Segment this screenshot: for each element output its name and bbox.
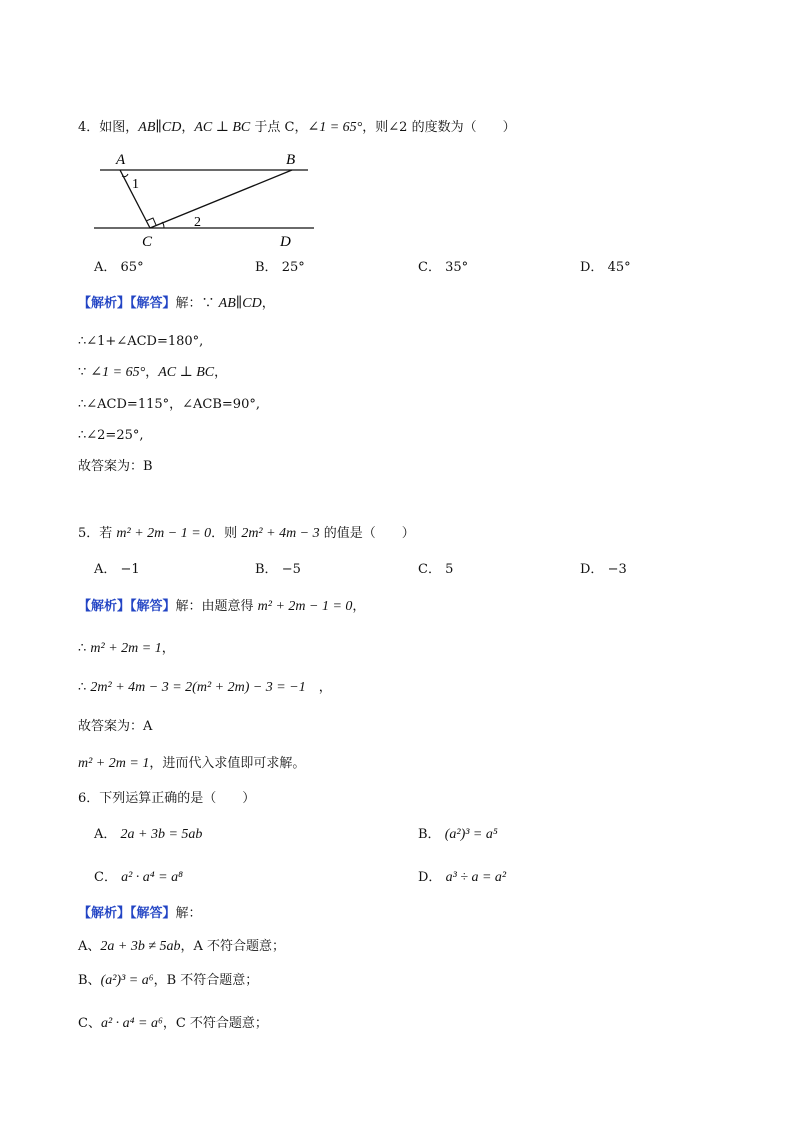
q4-geometry-figure (88, 148, 320, 250)
q4-cond-perp: AC ⊥ BC (194, 120, 251, 135)
q4-solution-step-1: ∴∠1+∠ACD=180°, (78, 334, 204, 349)
label-angle-1: 1 (132, 177, 139, 192)
q4-stem-text: 4．如图， (78, 120, 139, 135)
q6-solution-b: B、(a²)³ = a⁶，B 不符合题意； (78, 973, 259, 988)
q4-solution-step-2: ∵ ∠1 = 65°，AC ⊥ BC， (78, 365, 228, 380)
q4-cond-parallel: AB∥CD (138, 120, 182, 135)
q5-option-c: C． 5 (418, 562, 454, 577)
analysis-tag: 【解析】【解答】 (78, 906, 176, 921)
q5-stem: 5．若 m² + 2m − 1 = 0．则 2m² + 4m − 3 的值是（ ） (78, 526, 415, 541)
q4-text3: ，则∠2 的度数为（ ） (362, 120, 516, 135)
q4-stem (78, 119, 516, 137)
q5-answer: 故答案为：A (78, 719, 153, 734)
q5-note: m² + 2m = 1，进而代入求值即可求解。 (78, 756, 306, 771)
q6-solution-intro: 【解析】【解答】解： (78, 906, 202, 921)
q6-option-b: B． (a²)³ = a⁵ (418, 827, 498, 842)
q4-solution-step-3: ∴∠ACD=115°，∠ACB=90°, (78, 397, 260, 412)
q5-solution-intro: 【解析】【解答】解：由题意得 m² + 2m − 1 = 0， (78, 599, 366, 614)
q6-option-a: A． 2a + 3b = 5ab (94, 827, 203, 842)
q4-solution-intro: 【解析】【解答】解：∵ AB∥CD， (78, 296, 275, 311)
q5-option-b: B． −5 (255, 562, 301, 577)
q5-option-a: A． −1 (94, 562, 140, 577)
q6-stem: 6．下列运算正确的是（ ） (78, 791, 256, 806)
segment-cb (150, 170, 292, 228)
q4-sep: ， (181, 120, 195, 135)
label-d: D (280, 234, 291, 250)
q4-option-d: D． 45° (580, 260, 631, 275)
analysis-tag: 【解析】【解答】 (78, 599, 176, 614)
q4-option-b: B． 25° (255, 260, 305, 275)
label-a: A (116, 152, 126, 168)
q4-solution-step-4: ∴∠2=25°, (78, 428, 144, 443)
q6-solution-c: C、a² · a⁴ = a⁶，C 不符合题意； (78, 1016, 268, 1031)
q4-option-a: A． 65° (94, 260, 144, 275)
q6-option-c: C． a² · a⁴ = a⁸ (94, 870, 183, 885)
q4-answer: 故答案为：B (78, 459, 153, 474)
label-angle-2: 2 (194, 215, 201, 230)
label-b: B (286, 152, 296, 168)
q4-cond-angle: ∠1 = 65° (307, 120, 363, 135)
q4-text2: 于点 C， (250, 120, 308, 135)
analysis-tag: 【解析】【解答】 (78, 296, 176, 311)
q4-option-c: C． 35° (418, 260, 469, 275)
q5-option-d: D． −3 (580, 562, 627, 577)
label-c: C (142, 234, 153, 250)
q6-solution-a: A、2a + 3b ≠ 5ab，A 不符合题意； (78, 939, 286, 954)
q5-solution-step-2: ∴ 2m² + 4m − 3 = 2(m² + 2m) − 3 = −1 ， (78, 680, 332, 695)
q5-solution-step-1: ∴ m² + 2m = 1， (78, 641, 175, 656)
q6-option-d: D． a³ ÷ a = a² (418, 870, 507, 885)
